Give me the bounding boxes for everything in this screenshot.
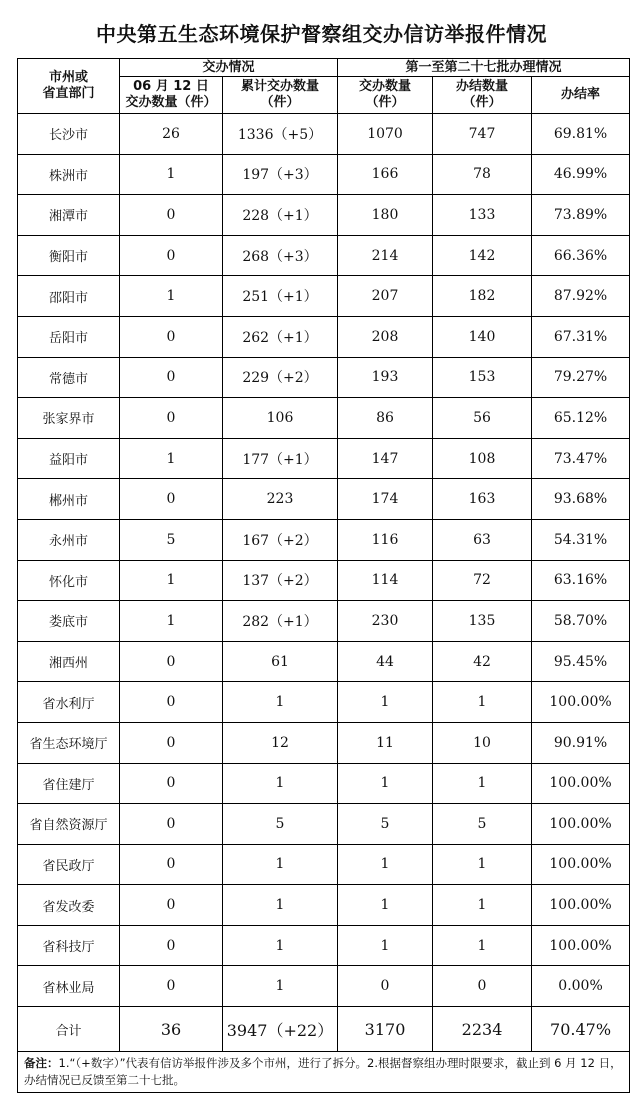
cell-daily-count: 1 bbox=[120, 154, 223, 195]
cell-done-count: 78 bbox=[433, 154, 532, 195]
cell-assigned-count: 1 bbox=[338, 885, 433, 926]
cell-region: 湘西州 bbox=[18, 641, 120, 682]
cell-completion-rate: 100.00% bbox=[532, 804, 630, 845]
cell-done-count: 108 bbox=[433, 438, 532, 479]
cell-done-count: 142 bbox=[433, 235, 532, 276]
cell-region: 省民政厅 bbox=[18, 844, 120, 885]
cell-region: 湘潭市 bbox=[18, 195, 120, 236]
cell-assigned-count: 147 bbox=[338, 438, 433, 479]
corner-header-line2: 省直部门 bbox=[42, 86, 95, 101]
total-row bbox=[18, 1007, 630, 1052]
cell-region: 衡阳市 bbox=[18, 235, 120, 276]
cell-assigned-count: 1 bbox=[338, 763, 433, 804]
table-row bbox=[18, 235, 630, 276]
cell-assigned-count: 1 bbox=[338, 682, 433, 723]
cell-assigned-count: 230 bbox=[338, 601, 433, 642]
cell-cumulative-count: 197（+3） bbox=[223, 154, 338, 195]
cell-cumulative-count: 12 bbox=[223, 722, 338, 763]
cell-cumulative-count: 177（+1） bbox=[223, 438, 338, 479]
cell-daily-count: 0 bbox=[120, 722, 223, 763]
cell-assigned-count: 11 bbox=[338, 722, 433, 763]
col-header-daily-line2: 交办数量（件） bbox=[125, 95, 217, 110]
cell-region: 省自然资源厅 bbox=[18, 804, 120, 845]
cell-completion-rate: 100.00% bbox=[532, 682, 630, 723]
cell-done-count: 42 bbox=[433, 641, 532, 682]
table-row bbox=[18, 438, 630, 479]
cell-region: 娄底市 bbox=[18, 601, 120, 642]
table-row bbox=[18, 682, 630, 723]
table-row bbox=[18, 601, 630, 642]
cell-region: 省水利厅 bbox=[18, 682, 120, 723]
cell-cumulative-count: 1 bbox=[223, 966, 338, 1007]
cell-region: 邵阳市 bbox=[18, 276, 120, 317]
cell-region: 益阳市 bbox=[18, 438, 120, 479]
cell-assigned-count: 1 bbox=[338, 844, 433, 885]
cell-cumulative-count: 167（+2） bbox=[223, 519, 338, 560]
cell-done-count: 747 bbox=[433, 114, 532, 155]
cell-region: 常德市 bbox=[18, 357, 120, 398]
total-done: 2234 bbox=[433, 1007, 532, 1052]
note-label: 备注： bbox=[24, 1056, 59, 1071]
total-label: 合计 bbox=[18, 1007, 120, 1052]
cell-region: 岳阳市 bbox=[18, 316, 120, 357]
cell-daily-count: 0 bbox=[120, 885, 223, 926]
cell-completion-rate: 100.00% bbox=[532, 925, 630, 966]
col-header-daily bbox=[120, 77, 223, 114]
cell-daily-count: 0 bbox=[120, 316, 223, 357]
corner-header-line1: 市州或 bbox=[48, 70, 88, 85]
cell-cumulative-count: 251（+1） bbox=[223, 276, 338, 317]
cell-done-count: 10 bbox=[433, 722, 532, 763]
col-header-assigned-line1: 交办数量 bbox=[359, 79, 412, 94]
cell-cumulative-count: 1336（+5） bbox=[223, 114, 338, 155]
table-row bbox=[18, 885, 630, 926]
cell-region: 永州市 bbox=[18, 519, 120, 560]
cell-completion-rate: 63.16% bbox=[532, 560, 630, 601]
col-header-done-line2: （件） bbox=[462, 95, 502, 110]
cell-assigned-count: 180 bbox=[338, 195, 433, 236]
cell-region: 省发改委 bbox=[18, 885, 120, 926]
cell-done-count: 5 bbox=[433, 804, 532, 845]
cell-daily-count: 5 bbox=[120, 519, 223, 560]
cell-assigned-count: 174 bbox=[338, 479, 433, 520]
group-header-assignment: 交办情况 bbox=[120, 59, 338, 77]
table-row bbox=[18, 763, 630, 804]
cell-done-count: 135 bbox=[433, 601, 532, 642]
note-cell bbox=[18, 1052, 630, 1093]
cell-done-count: 0 bbox=[433, 966, 532, 1007]
cell-region: 张家界市 bbox=[18, 398, 120, 439]
cell-completion-rate: 58.70% bbox=[532, 601, 630, 642]
cell-region: 长沙市 bbox=[18, 114, 120, 155]
cell-cumulative-count: 61 bbox=[223, 641, 338, 682]
cell-daily-count: 1 bbox=[120, 438, 223, 479]
cell-cumulative-count: 228（+1） bbox=[223, 195, 338, 236]
cell-daily-count: 0 bbox=[120, 398, 223, 439]
cell-cumulative-count: 5 bbox=[223, 804, 338, 845]
cell-completion-rate: 95.45% bbox=[532, 641, 630, 682]
total-rate: 70.47% bbox=[532, 1007, 630, 1052]
table-row bbox=[18, 519, 630, 560]
group-header-processing: 第一至第二十七批办理情况 bbox=[338, 59, 630, 77]
cell-assigned-count: 166 bbox=[338, 154, 433, 195]
cell-daily-count: 0 bbox=[120, 966, 223, 1007]
table-row bbox=[18, 966, 630, 1007]
cell-daily-count: 0 bbox=[120, 763, 223, 804]
table-body bbox=[18, 114, 630, 1007]
cell-completion-rate: 100.00% bbox=[532, 844, 630, 885]
cell-assigned-count: 208 bbox=[338, 316, 433, 357]
table-row bbox=[18, 316, 630, 357]
cell-daily-count: 0 bbox=[120, 804, 223, 845]
cell-cumulative-count: 1 bbox=[223, 925, 338, 966]
col-header-assigned bbox=[338, 77, 433, 114]
cell-region: 省科技厅 bbox=[18, 925, 120, 966]
cell-cumulative-count: 1 bbox=[223, 682, 338, 723]
cell-done-count: 182 bbox=[433, 276, 532, 317]
cell-cumulative-count: 1 bbox=[223, 763, 338, 804]
page-title: 中央第五生态环境保护督察组交办信访举报件情况 bbox=[96, 22, 547, 46]
cell-assigned-count: 5 bbox=[338, 804, 433, 845]
cell-done-count: 140 bbox=[433, 316, 532, 357]
table-row bbox=[18, 844, 630, 885]
col-header-cumulative-line2: （件） bbox=[260, 95, 300, 110]
cell-completion-rate: 69.81% bbox=[532, 114, 630, 155]
cell-completion-rate: 54.31% bbox=[532, 519, 630, 560]
cell-cumulative-count: 1 bbox=[223, 844, 338, 885]
table-row bbox=[18, 479, 630, 520]
cell-assigned-count: 0 bbox=[338, 966, 433, 1007]
cell-done-count: 133 bbox=[433, 195, 532, 236]
cell-done-count: 1 bbox=[433, 763, 532, 804]
cell-completion-rate: 0.00% bbox=[532, 966, 630, 1007]
cell-completion-rate: 100.00% bbox=[532, 763, 630, 804]
cell-cumulative-count: 282（+1） bbox=[223, 601, 338, 642]
cell-daily-count: 0 bbox=[120, 195, 223, 236]
cell-assigned-count: 1070 bbox=[338, 114, 433, 155]
cell-done-count: 1 bbox=[433, 844, 532, 885]
cell-region: 郴州市 bbox=[18, 479, 120, 520]
cell-cumulative-count: 229（+2） bbox=[223, 357, 338, 398]
col-header-rate: 办结率 bbox=[532, 77, 630, 114]
cell-daily-count: 1 bbox=[120, 601, 223, 642]
cell-completion-rate: 46.99% bbox=[532, 154, 630, 195]
cell-cumulative-count: 262（+1） bbox=[223, 316, 338, 357]
cell-cumulative-count: 137（+2） bbox=[223, 560, 338, 601]
col-header-cumulative bbox=[223, 77, 338, 114]
col-header-done-line1: 办结数量 bbox=[456, 79, 509, 94]
cell-cumulative-count: 223 bbox=[223, 479, 338, 520]
table-row bbox=[18, 722, 630, 763]
cell-done-count: 72 bbox=[433, 560, 532, 601]
cell-done-count: 1 bbox=[433, 925, 532, 966]
cell-assigned-count: 1 bbox=[338, 925, 433, 966]
table-row bbox=[18, 560, 630, 601]
corner-header bbox=[18, 59, 120, 114]
table-row bbox=[18, 398, 630, 439]
cell-done-count: 163 bbox=[433, 479, 532, 520]
cell-completion-rate: 67.31% bbox=[532, 316, 630, 357]
col-header-daily-line1: 06 月 12 日 bbox=[133, 79, 209, 94]
note-row bbox=[18, 1052, 630, 1093]
table-row bbox=[18, 114, 630, 155]
cell-completion-rate: 87.92% bbox=[532, 276, 630, 317]
cell-completion-rate: 100.00% bbox=[532, 885, 630, 926]
cell-daily-count: 0 bbox=[120, 235, 223, 276]
cell-completion-rate: 66.36% bbox=[532, 235, 630, 276]
cell-region: 省林业局 bbox=[18, 966, 120, 1007]
cell-region: 省住建厅 bbox=[18, 763, 120, 804]
cell-assigned-count: 44 bbox=[338, 641, 433, 682]
cell-completion-rate: 65.12% bbox=[532, 398, 630, 439]
total-assigned: 3170 bbox=[338, 1007, 433, 1052]
cell-completion-rate: 73.47% bbox=[532, 438, 630, 479]
cell-assigned-count: 116 bbox=[338, 519, 433, 560]
cell-assigned-count: 114 bbox=[338, 560, 433, 601]
cell-assigned-count: 214 bbox=[338, 235, 433, 276]
cell-completion-rate: 90.91% bbox=[532, 722, 630, 763]
cell-daily-count: 0 bbox=[120, 641, 223, 682]
cell-daily-count: 0 bbox=[120, 479, 223, 520]
table-row bbox=[18, 925, 630, 966]
cell-done-count: 1 bbox=[433, 682, 532, 723]
cell-completion-rate: 79.27% bbox=[532, 357, 630, 398]
cell-done-count: 56 bbox=[433, 398, 532, 439]
total-cumulative: 3947（+22） bbox=[223, 1007, 338, 1052]
table-row bbox=[18, 804, 630, 845]
cell-daily-count: 1 bbox=[120, 276, 223, 317]
cell-region: 株洲市 bbox=[18, 154, 120, 195]
cell-daily-count: 26 bbox=[120, 114, 223, 155]
cell-done-count: 1 bbox=[433, 885, 532, 926]
cell-daily-count: 0 bbox=[120, 682, 223, 723]
table-row bbox=[18, 357, 630, 398]
cell-completion-rate: 93.68% bbox=[532, 479, 630, 520]
cell-completion-rate: 73.89% bbox=[532, 195, 630, 236]
cell-daily-count: 0 bbox=[120, 925, 223, 966]
cell-daily-count: 0 bbox=[120, 844, 223, 885]
col-header-done bbox=[433, 77, 532, 114]
cell-daily-count: 0 bbox=[120, 357, 223, 398]
cell-region: 省生态环境厅 bbox=[18, 722, 120, 763]
cell-assigned-count: 86 bbox=[338, 398, 433, 439]
cell-assigned-count: 207 bbox=[338, 276, 433, 317]
report-table bbox=[17, 58, 630, 1093]
table-row bbox=[18, 276, 630, 317]
cell-done-count: 63 bbox=[433, 519, 532, 560]
cell-cumulative-count: 106 bbox=[223, 398, 338, 439]
cell-assigned-count: 193 bbox=[338, 357, 433, 398]
note-text: 1.“（+数字）”代表有信访举报件涉及多个市州，进行了拆分。2.根据督察组办理时限要求，截止到 6 月 12 日，办结情况已反馈至第二十七批。 bbox=[24, 1056, 622, 1088]
cell-done-count: 153 bbox=[433, 357, 532, 398]
cell-cumulative-count: 1 bbox=[223, 885, 338, 926]
cell-daily-count: 1 bbox=[120, 560, 223, 601]
total-daily: 36 bbox=[120, 1007, 223, 1052]
table-row bbox=[18, 154, 630, 195]
cell-region: 怀化市 bbox=[18, 560, 120, 601]
col-header-cumulative-line1: 累计交办数量 bbox=[241, 79, 320, 94]
table-row bbox=[18, 195, 630, 236]
cell-cumulative-count: 268（+3） bbox=[223, 235, 338, 276]
table-row bbox=[18, 641, 630, 682]
col-header-assigned-line2: （件） bbox=[365, 95, 405, 110]
